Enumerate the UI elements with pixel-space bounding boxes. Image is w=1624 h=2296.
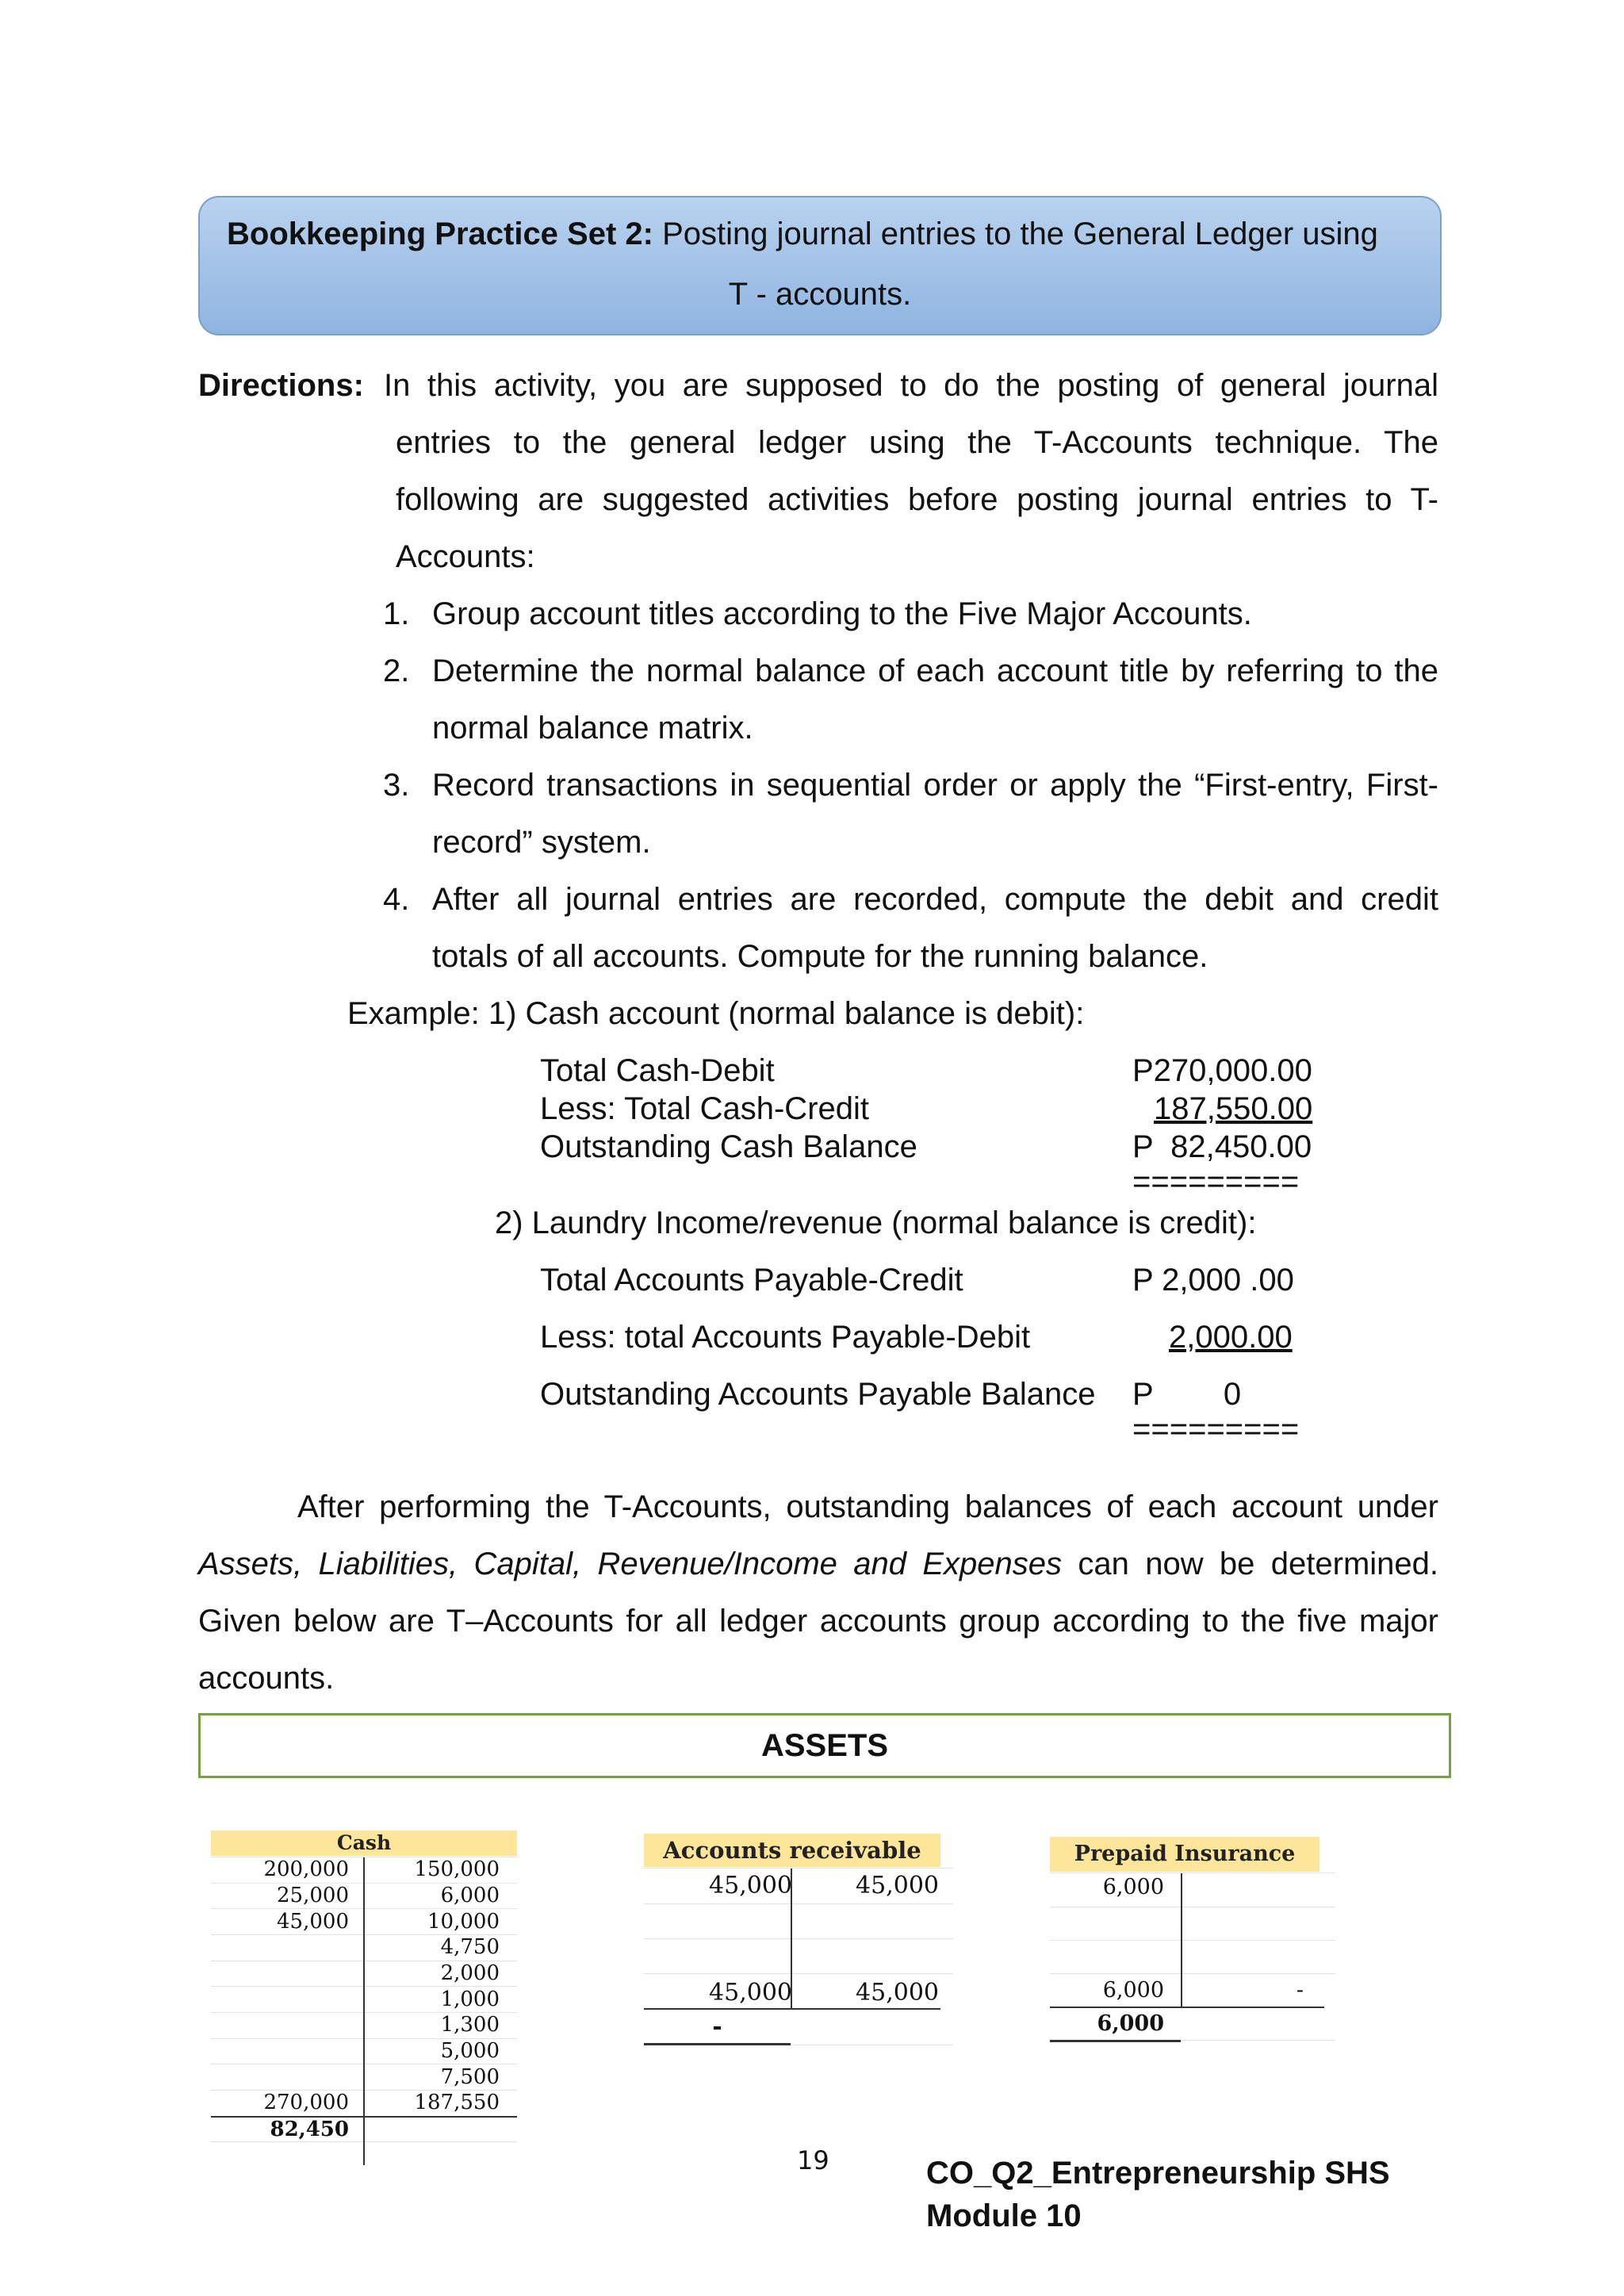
ar-balance: - <box>712 2013 722 2041</box>
directions-line-3: following are suggested activities before posting journal entries to T- <box>396 482 1438 517</box>
ar-credit-total: 45,000 <box>856 1979 939 2007</box>
summary-major-accounts: Assets, Liabilities, Capital, Revenue/Income and Expenses <box>198 1547 1062 1581</box>
example-cash-amount: P270,000.00 <box>1132 1053 1312 1088</box>
cash-debit-entry: 45,000 <box>277 1910 349 1934</box>
assets-section-heading: ASSETS <box>198 1713 1451 1778</box>
cash-debit-total: 270,000 <box>263 2091 349 2114</box>
step-text: totals of all accounts. Compute for the running balance. <box>432 939 1208 974</box>
step-number: 1. <box>383 596 410 631</box>
step-text: normal balance matrix. <box>432 711 753 746</box>
cash-credit-entry: 4,750 <box>440 1935 500 1959</box>
directions-label: Directions: <box>198 368 364 403</box>
step-number: 3. <box>383 768 410 803</box>
example-cash-amount: 187,550.00 <box>1154 1091 1313 1126</box>
example-laundry-label: Outstanding Accounts Payable Balance <box>540 1377 1096 1412</box>
ar-debit-entry: 45,000 <box>709 1872 792 1899</box>
example-laundry-amount: P 0 <box>1132 1377 1242 1412</box>
example-cash-amount: P 82,450.00 <box>1132 1129 1312 1164</box>
cash-credit-entry: 2,000 <box>440 1961 500 1985</box>
step-number: 4. <box>383 882 410 917</box>
summary-line-4: accounts. <box>198 1661 335 1696</box>
example-laundry-label: Less: total Accounts Payable-Debit <box>540 1320 1031 1355</box>
t-account-title: Cash <box>211 1830 517 1856</box>
practice-set-title-box <box>198 196 1442 335</box>
step-text: Group account titles according to the Five Major Accounts. <box>432 596 1252 631</box>
module-code-line-1: CO_Q2_Entrepreneurship SHS <box>926 2156 1390 2191</box>
practice-set-title-line2: T - accounts. <box>728 277 912 312</box>
t-account-accounts-receivable <box>641 1824 958 2062</box>
summary-line-1: After performing the T-Accounts, outstanding balances of each account under <box>297 1489 1438 1524</box>
t-account-prepaid-insurance <box>1044 1824 1337 2054</box>
example-cash-label: Outstanding Cash Balance <box>540 1129 917 1164</box>
cash-credit-entry: 6,000 <box>440 1884 500 1907</box>
prepaid-balance: 6,000 <box>1097 2011 1164 2036</box>
ar-credit-entry: 45,000 <box>856 1872 939 1899</box>
cash-balance: 82,450 <box>270 2118 349 2141</box>
summary-line-2: Assets, Liabilities, Capital, Revenue/Income and Expenses can now be determined. <box>198 1547 1439 1581</box>
directions-line-2: entries to the general ledger using the T-Accounts technique. The <box>396 425 1438 460</box>
page-number: 19 <box>797 2145 829 2175</box>
cash-credit-entry: 1,000 <box>440 1987 500 2011</box>
directions-line-4: Accounts: <box>396 539 535 574</box>
t-account-cash <box>208 1824 525 2165</box>
example-laundry-label: Total Accounts Payable-Credit <box>540 1263 963 1297</box>
t-account-title: Prepaid Insurance <box>1050 1837 1320 1872</box>
example-intro: Example: 1) Cash account (normal balance is debit): <box>347 996 1085 1031</box>
step-number: 2. <box>383 654 410 688</box>
example-laundry-heading: 2) Laundry Income/revenue (normal balance is credit): <box>495 1205 1257 1240</box>
cash-debit-entry: 25,000 <box>277 1884 349 1907</box>
cash-credit-total: 187,550 <box>414 2091 500 2114</box>
module-code-line-2: Module 10 <box>926 2198 1082 2233</box>
practice-set-title-text: Posting journal entries to the General Ledger using <box>653 217 1378 251</box>
cash-credit-entry: 7,500 <box>440 2065 500 2089</box>
ar-debit-total: 45,000 <box>709 1979 792 2007</box>
prepaid-debit-entry: 6,000 <box>1102 1875 1164 1899</box>
t-account-title: Accounts receivable <box>644 1834 940 1867</box>
step-text: Record transactions in sequential order or apply the “First-entry, First- <box>432 768 1438 803</box>
example-cash-double-rule: ========= <box>1132 1164 1300 1199</box>
example-laundry-amount: 2,000.00 <box>1169 1320 1293 1355</box>
step-text: Determine the normal balance of each account title by referring to the <box>432 654 1438 688</box>
practice-set-label: Bookkeeping Practice Set 2: <box>227 217 653 251</box>
prepaid-debit-total: 6,000 <box>1102 1978 1164 2003</box>
example-laundry-amount: P 2,000 .00 <box>1132 1263 1294 1297</box>
summary-line-3: Given below are T–Accounts for all ledger accounts group according to the five major <box>198 1604 1438 1639</box>
example-laundry-double-rule: ========= <box>1132 1412 1300 1447</box>
step-text: record” system. <box>432 825 651 860</box>
example-cash-label: Total Cash-Debit <box>540 1053 775 1088</box>
cash-credit-entry: 5,000 <box>440 2039 500 2063</box>
step-text: After all journal entries are recorded, compute the debit and credit <box>432 882 1438 917</box>
prepaid-credit-total: - <box>1296 1978 1304 2003</box>
cash-credit-entry: 150,000 <box>414 1857 500 1881</box>
cash-credit-entry: 1,300 <box>440 2013 500 2037</box>
directions-line-1: In this activity, you are supposed to do the posting of general journal <box>384 368 1438 403</box>
practice-set-title-line1 <box>227 217 1378 252</box>
cash-credit-entry: 10,000 <box>427 1910 500 1934</box>
example-cash-label: Less: Total Cash-Credit <box>540 1091 869 1126</box>
cash-debit-entry: 200,000 <box>263 1857 349 1881</box>
